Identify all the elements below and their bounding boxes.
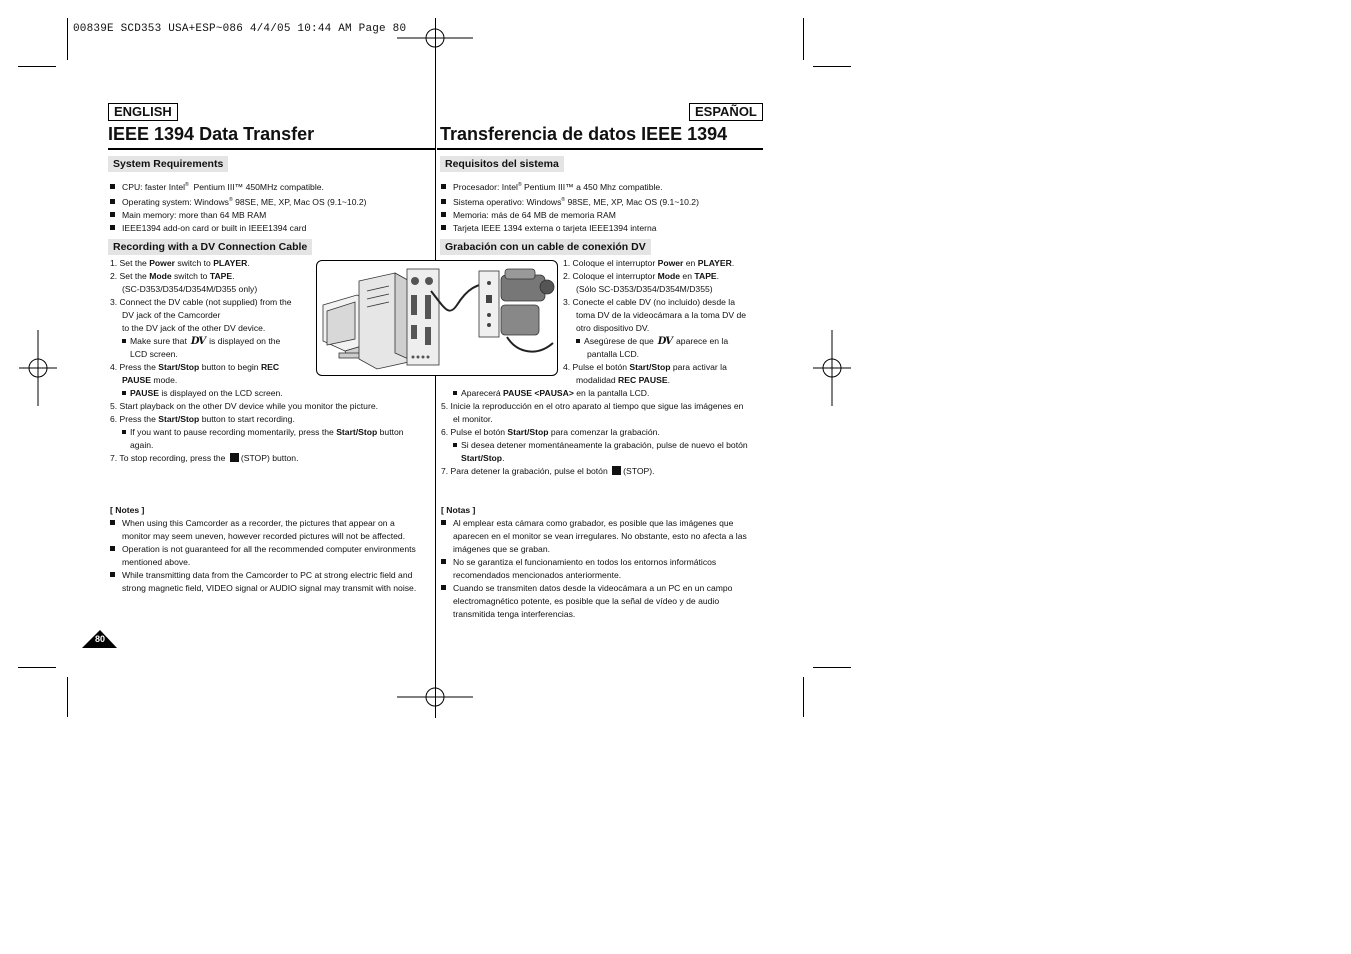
- list-item: Aparecerá PAUSE <PAUSA> en la pantalla LCD.: [441, 387, 748, 400]
- section-heading-recording: Recording with a DV Connection Cable: [108, 239, 312, 255]
- list-item: LCD screen.: [130, 349, 178, 359]
- dv-connection-illustration: [316, 260, 558, 376]
- list-item: aparecen en el monitor se vean irregulares. No obstante, esto no afecta a las: [453, 531, 747, 541]
- crop-mark: [803, 677, 804, 717]
- page-title-english: IEEE 1394 Data Transfer: [108, 124, 315, 144]
- notes-heading-english: [ Notes ]: [110, 505, 145, 515]
- list-item: IEEE1394 add-on card or built in IEEE1394 card: [110, 222, 367, 235]
- pc-camcorder-drawing-icon: [317, 261, 557, 375]
- list-item: 3. Connect the DV cable (not supplied) from the: [110, 297, 292, 307]
- language-label-espanol: ESPAÑOL: [689, 103, 763, 121]
- list-item: (Sólo SC-D353/D354/D354M/D355): [576, 284, 713, 294]
- dv-logo-icon: DV: [657, 336, 673, 347]
- list-item: imágenes que se graban.: [453, 544, 550, 554]
- crop-mark: [67, 677, 68, 717]
- language-label-english: ENGLISH: [108, 103, 178, 121]
- list-item: 4. Pulse el botón Start/Stop para activar la: [563, 362, 727, 372]
- system-requirements-list-es: [441, 179, 699, 235]
- crop-mark: [813, 667, 851, 668]
- list-item: mentioned above.: [122, 557, 191, 567]
- stop-icon: [230, 453, 239, 462]
- list-item: monitor may seem uneven, however recorded pictures will not be affected.: [122, 531, 406, 541]
- crop-mark: [18, 667, 56, 668]
- section-heading-requisitos: Requisitos del sistema: [440, 156, 564, 172]
- list-item: 3. Conecte el cable DV (no incluido) desde la: [563, 297, 735, 307]
- recording-steps-espanol-upper: [563, 257, 746, 387]
- list-item: strong magnetic field, VIDEO signal or AUDIO signal may transmit with noise.: [122, 583, 417, 593]
- list-item: Operation is not guaranteed for all the recommended computer environments: [110, 543, 416, 556]
- list-item: Make sure that DV is displayed on the: [110, 335, 404, 348]
- list-item: 5. Inicie la reproducción en el otro aparato al tiempo que sigue las imágenes en: [441, 401, 744, 411]
- system-requirements-list: [110, 179, 367, 235]
- list-item: 2. Coloque el interruptor Mode en TAPE.: [563, 271, 720, 281]
- list-item: PAUSE is displayed on the LCD screen.: [110, 387, 404, 400]
- list-item: Tarjeta IEEE 1394 externa o tarjeta IEEE1394 interna: [441, 222, 699, 235]
- registration-mark-top-icon: [397, 19, 473, 57]
- list-item: Memoria: más de 64 MB de memoria RAM: [441, 209, 699, 222]
- notes-heading-espanol: [ Notas ]: [441, 505, 476, 515]
- section-heading-system-requirements: System Requirements: [108, 156, 228, 172]
- list-item: Asegúrese de que DV aparece en la: [563, 335, 746, 348]
- registration-mark-left-icon: [19, 330, 57, 406]
- list-item: 1. Coloque el interruptor Power en PLAYER.: [563, 258, 735, 268]
- dv-logo-icon: DV: [190, 336, 206, 347]
- title-rule: [108, 148, 435, 150]
- list-item: PAUSE mode.: [122, 375, 178, 385]
- list-item: 5. Start playback on the other DV device while you monitor the picture.: [110, 401, 378, 411]
- list-item: While transmitting data from the Camcorder to PC at strong electric field and: [110, 569, 416, 582]
- crop-mark: [18, 66, 56, 67]
- list-item: No se garantiza el funcionamiento en todos los entornos informáticos: [441, 556, 747, 569]
- crop-mark: [813, 66, 851, 67]
- title-rule: [437, 148, 763, 150]
- list-item: Start/Stop.: [461, 453, 505, 463]
- list-item: DV jack of the Camcorder: [122, 310, 221, 320]
- list-item: If you want to pause recording momentarily, press the Start/Stop button: [110, 426, 404, 439]
- list-item: Sistema operativo: Windows® 98SE, ME, XP, Mac OS (9.1~10.2): [441, 194, 699, 209]
- recording-steps-espanol-lower: [441, 387, 748, 478]
- page-title-espanol: Transferencia de datos IEEE 1394: [440, 124, 728, 144]
- list-item: 7. Para detener la grabación, pulse el botón (STOP).: [441, 466, 655, 476]
- list-item: pantalla LCD.: [587, 349, 640, 359]
- registration-mark-bottom-icon: [397, 678, 473, 716]
- list-item: el monitor.: [453, 414, 493, 424]
- list-item: Main memory: more than 64 MB RAM: [110, 209, 367, 222]
- list-item: otro dispositivo DV.: [576, 323, 650, 333]
- list-item: Procesador: Intel® Pentium III™ a 450 Mhz compatible.: [441, 179, 699, 194]
- list-item: Cuando se transmiten datos desde la videocámara a un PC en un campo: [441, 582, 747, 595]
- list-item: 6. Pulse el botón Start/Stop para comenzar la grabación.: [441, 427, 660, 437]
- list-item: 6. Press the Start/Stop button to start recording.: [110, 414, 295, 424]
- list-item: recomendados mencionados anteriormente.: [453, 570, 622, 580]
- registration-mark-right-icon: [813, 330, 851, 406]
- list-item: Si desea detener momentáneamente la grabación, pulse de nuevo el botón: [441, 439, 748, 452]
- list-item: CPU: faster Intel® Pentium III™ 450MHz compatible.: [110, 179, 367, 194]
- list-item: 4. Press the Start/Stop button to begin REC: [110, 362, 280, 372]
- list-item: to the DV jack of the other DV device.: [122, 323, 266, 333]
- list-item: (SC-D353/D354/D354M/D355 only): [122, 284, 258, 294]
- list-item: 2. Set the Mode switch to TAPE.: [110, 271, 235, 281]
- list-item: toma DV de la videocámara a la toma DV de: [576, 310, 747, 320]
- list-item: modalidad REC PAUSE.: [576, 375, 670, 385]
- notes-list-espanol: [441, 517, 747, 621]
- notes-list-english: [110, 517, 416, 595]
- crop-mark: [67, 18, 68, 60]
- list-item: 7. To stop recording, press the (STOP) button.: [110, 453, 299, 463]
- page-number: 80: [94, 634, 105, 644]
- list-item: Al emplear esta cámara como grabador, es posible que las imágenes que: [441, 517, 747, 530]
- list-item: When using this Camcorder as a recorder, the pictures that appear on a: [110, 517, 416, 530]
- list-item: again.: [130, 440, 154, 450]
- list-item: transmitida tenga interferencias.: [453, 609, 576, 619]
- crop-mark: [803, 18, 804, 60]
- stop-icon: [612, 466, 621, 475]
- list-item: electromagnético potente, es posible que la señal de vídeo y de audio: [453, 596, 720, 606]
- list-item: Operating system: Windows® 98SE, ME, XP, Mac OS (9.1~10.2): [110, 194, 367, 209]
- section-heading-grabacion: Grabación con un cable de conexión DV: [440, 239, 651, 255]
- list-item: 1. Set the Power switch to PLAYER.: [110, 258, 250, 268]
- print-header-stamp: 00839E SCD353 USA+ESP~086 4/4/05 10:44 AM Page 80: [73, 23, 407, 35]
